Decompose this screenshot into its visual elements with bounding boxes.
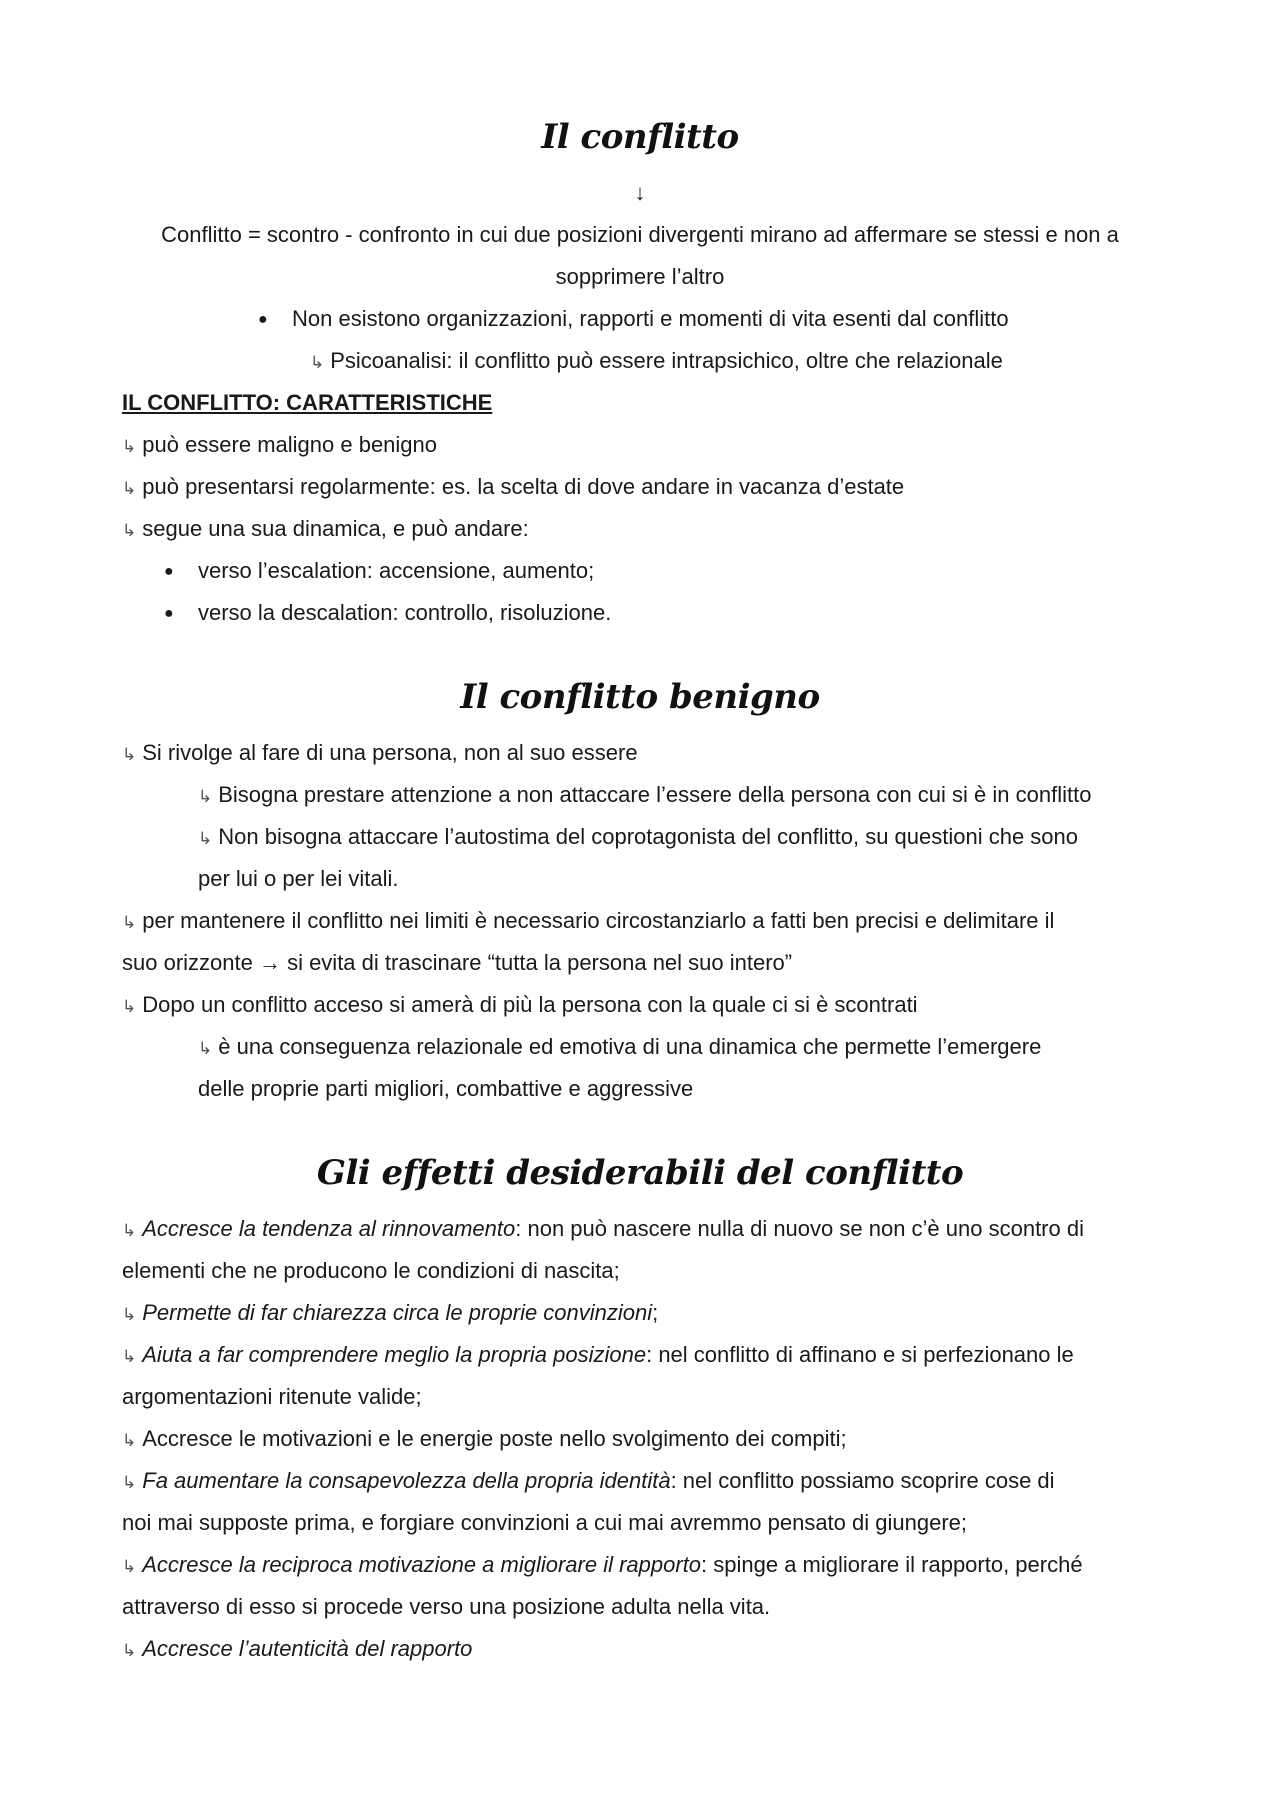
sub-arrow-icon: ↳ [122, 913, 137, 932]
list-item: ● Non esistono organizzazioni, rapporti e momenti di vita esenti dal conflitto [258, 298, 1009, 341]
list-item: ↳ Permette di far chiarezza circa le proprie convinzioni; [122, 1300, 659, 1325]
definition-line-2: sopprimere l’altro [555, 264, 725, 289]
text-line: argomentazioni ritenute valide; [122, 1384, 422, 1409]
list-item: ● verso l’escalation: accensione, aumento; [164, 550, 594, 593]
list-item: ● verso la descalation: controllo, risoluzione. [164, 592, 611, 635]
sub-arrow-icon: ↳ [122, 997, 137, 1016]
list-item: ↳ per mantenere il conflitto nei limiti è necessario circostanziarlo a fatti ben precisi e delimitare il [122, 908, 1055, 933]
bullet-icon: ● [258, 311, 268, 328]
sub-arrow-icon: ↳ [198, 1039, 213, 1058]
bullet-icon: ● [164, 563, 174, 580]
list-item: ↳ Psicoanalisi: il conflitto può essere intrapsichico, oltre che relazionale [310, 348, 1003, 373]
sub-arrow-icon: ↳ [122, 1473, 137, 1492]
list-item: ↳ Fa aumentare la consapevolezza della propria identità: nel conflitto possiamo scoprire cose di [122, 1468, 1055, 1493]
list-item: ↳ può essere maligno e benigno [122, 432, 438, 457]
sub-arrow-icon: ↳ [122, 1557, 137, 1576]
sub-arrow-icon: ↳ [122, 1305, 137, 1324]
text-line: per lui o per lei vitali. [198, 866, 399, 891]
list-item: ↳ Aiuta a far comprendere meglio la propria posizione: nel conflitto di affinano e si perfezionano le [122, 1342, 1074, 1367]
sub-arrow-icon: ↳ [122, 1641, 137, 1660]
sub-arrow-icon: ↳ [122, 745, 137, 764]
sub-arrow-icon: ↳ [198, 787, 213, 806]
list-item: ↳ Non bisogna attaccare l’autostima del coprotagonista del conflitto, su questioni che sono [198, 824, 1079, 849]
characteristics-heading: IL CONFLITTO: CARATTERISTICHE [122, 390, 493, 415]
text-line: delle proprie parti migliori, combattive e aggressive [198, 1076, 694, 1101]
sub-arrow-icon: ↳ [122, 521, 137, 540]
list-item: ↳ segue una sua dinamica, e può andare: [122, 516, 529, 541]
sub-arrow-icon: ↳ [122, 479, 137, 498]
definition-line-1: Conflitto = scontro - confronto in cui due posizioni divergenti mirano ad affermare se stessi e non a [161, 222, 1119, 247]
list-item: ↳ Dopo un conflitto acceso si amerà di più la persona con la quale ci si è scontrati [122, 992, 918, 1017]
sub-arrow-icon: ↳ [122, 1221, 137, 1240]
sub-arrow-icon: ↳ [310, 353, 325, 372]
text-line: attraverso di esso si procede verso una posizione adulta nella vita. [122, 1594, 771, 1619]
section-title-effetti-desiderabili: Gli effetti desiderabili del conflitto [316, 1153, 964, 1193]
list-item: ↳ Accresce le motivazioni e le energie poste nello svolgimento dei compiti; [122, 1426, 847, 1451]
sub-arrow-icon: ↳ [122, 437, 137, 456]
sub-arrow-icon: ↳ [122, 1431, 137, 1450]
section-title-il-conflitto: Il conflitto [541, 117, 739, 157]
bullet-icon: ● [164, 605, 174, 622]
list-item: ↳ Accresce l’autenticità del rapporto [122, 1636, 473, 1661]
list-item: ↳ Bisogna prestare attenzione a non attaccare l’essere della persona con cui si è in conflitto [198, 782, 1092, 807]
text-line: suo orizzonte → si evita di trascinare “tutta la persona nel suo intero” [122, 950, 793, 975]
list-item: ↳ può presentarsi regolarmente: es. la scelta di dove andare in vacanza d’estate [122, 474, 905, 499]
down-arrow-icon: ↓ [634, 180, 646, 205]
list-item: ↳ è una conseguenza relazionale ed emotiva di una dinamica che permette l’emergere [198, 1034, 1042, 1059]
sub-arrow-icon: ↳ [122, 1347, 137, 1366]
text-line: elementi che ne producono le condizioni di nascita; [122, 1258, 620, 1283]
list-item: ↳ Accresce la reciproca motivazione a migliorare il rapporto: spinge a migliorare il rapporto, perché [122, 1552, 1083, 1577]
list-item: ↳ Si rivolge al fare di una persona, non al suo essere [122, 740, 638, 765]
text-line: noi mai supposte prima, e forgiare convinzioni a cui mai avremmo pensato di giungere; [122, 1510, 967, 1535]
list-item: ↳ Accresce la tendenza al rinnovamento: non può nascere nulla di nuovo se non c’è uno scontro di [122, 1216, 1084, 1241]
section-title-conflitto-benigno: Il conflitto benigno [460, 677, 820, 717]
sub-arrow-icon: ↳ [198, 829, 213, 848]
